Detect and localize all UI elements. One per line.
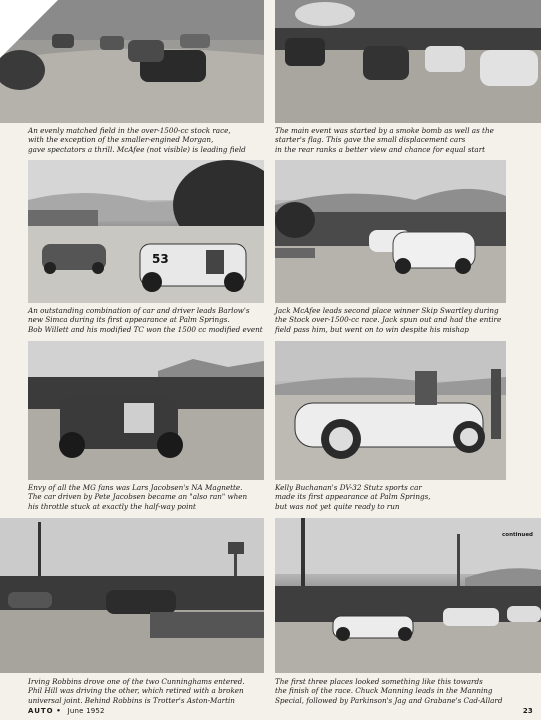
caption-line: The main event was started by a smoke bomb as well as the xyxy=(275,126,494,135)
photo-race-finish-top-three xyxy=(275,518,541,673)
caption-line: Jack McAfee leads second place winner Skip Swartley during xyxy=(275,306,499,315)
car-number-label: 53 xyxy=(152,252,169,266)
caption-line: Envy of all the MG fans was Lars Jacobsen's NA Magnette. xyxy=(28,483,243,492)
caption-line: Irving Robbins drove one of the two Cunninghams entered. xyxy=(28,677,245,686)
photo-jacobsen-magnette xyxy=(28,341,264,480)
caption-willett-tc xyxy=(28,306,263,334)
folded-corner xyxy=(0,0,58,58)
caption-line: but was not yet quite ready to run xyxy=(275,501,400,511)
photo-willett-tc xyxy=(28,160,264,303)
caption-line: The car driven by Pete Jacobsen became an "also ran" when xyxy=(28,492,248,502)
caption-line: the finish of the race. Chuck Manning leads in the Manning xyxy=(275,686,493,696)
caption-line: Special, followed by Parkinson's Jag and Grabane's Cad-Allard xyxy=(275,695,503,705)
caption-jacobsen-magnette xyxy=(28,483,247,511)
photo-mcafee-swartley xyxy=(275,160,506,303)
caption-line: The first three places looked something like this towards xyxy=(275,677,483,686)
photo-robbins-cunningham xyxy=(0,518,264,673)
caption-line: universal joint. Behind Robbins is Trotter's Aston-Martin xyxy=(28,695,235,705)
caption-main-event-start xyxy=(275,126,494,154)
caption-robbins-cunningham xyxy=(28,677,245,705)
photo-stutz-sports-car xyxy=(275,341,506,480)
magazine-name: AUTO xyxy=(28,707,54,715)
caption-line: gave spectators a thrill. McAfee (not visible) is leading field xyxy=(28,144,246,154)
caption-stutz-sports-car xyxy=(275,483,431,511)
footer-bullet: • xyxy=(56,707,61,715)
caption-line: Bob Willett and his modified TC won the 1500 cc modified event xyxy=(28,324,263,334)
caption-line: new Simca during its first appearance at Palm Springs. xyxy=(28,315,230,325)
page-footer xyxy=(28,707,533,715)
continued-label: continued xyxy=(502,532,533,538)
caption-line: made its first appearance at Palm Springs, xyxy=(275,492,431,502)
caption-mcafee-swartley xyxy=(275,306,501,334)
caption-line: Kelly Buchanan's DV-32 Stutz sports car xyxy=(275,483,422,492)
photo-main-event-start xyxy=(275,0,541,123)
page-number: 23 xyxy=(522,707,533,715)
caption-line: in the rear ranks a better view and chance for equal start xyxy=(275,144,486,154)
caption-race-finish-top-three xyxy=(275,677,502,705)
caption-line: An evenly matched field in the over-1500-cc stock race, xyxy=(28,126,231,135)
caption-line: An outstanding combination of car and driver leads Barlow's xyxy=(28,306,250,315)
caption-line: field pass him, but went on to win despite his mishap xyxy=(275,324,469,334)
issue-date: June 1952 xyxy=(67,707,105,715)
caption-line: his throttle stuck at exactly the half-way point xyxy=(28,501,196,511)
caption-stock-race-field xyxy=(28,126,246,154)
caption-line: starter's flag. This gave the small displacement cars xyxy=(275,135,466,145)
caption-line: the Stock over-1500-cc race. Jack spun out and had the entire xyxy=(275,315,502,325)
caption-line: Phil Hill was driving the other, which retired with a broken xyxy=(28,686,244,696)
caption-line: with the exception of the smaller-engined Morgan, xyxy=(28,135,214,145)
